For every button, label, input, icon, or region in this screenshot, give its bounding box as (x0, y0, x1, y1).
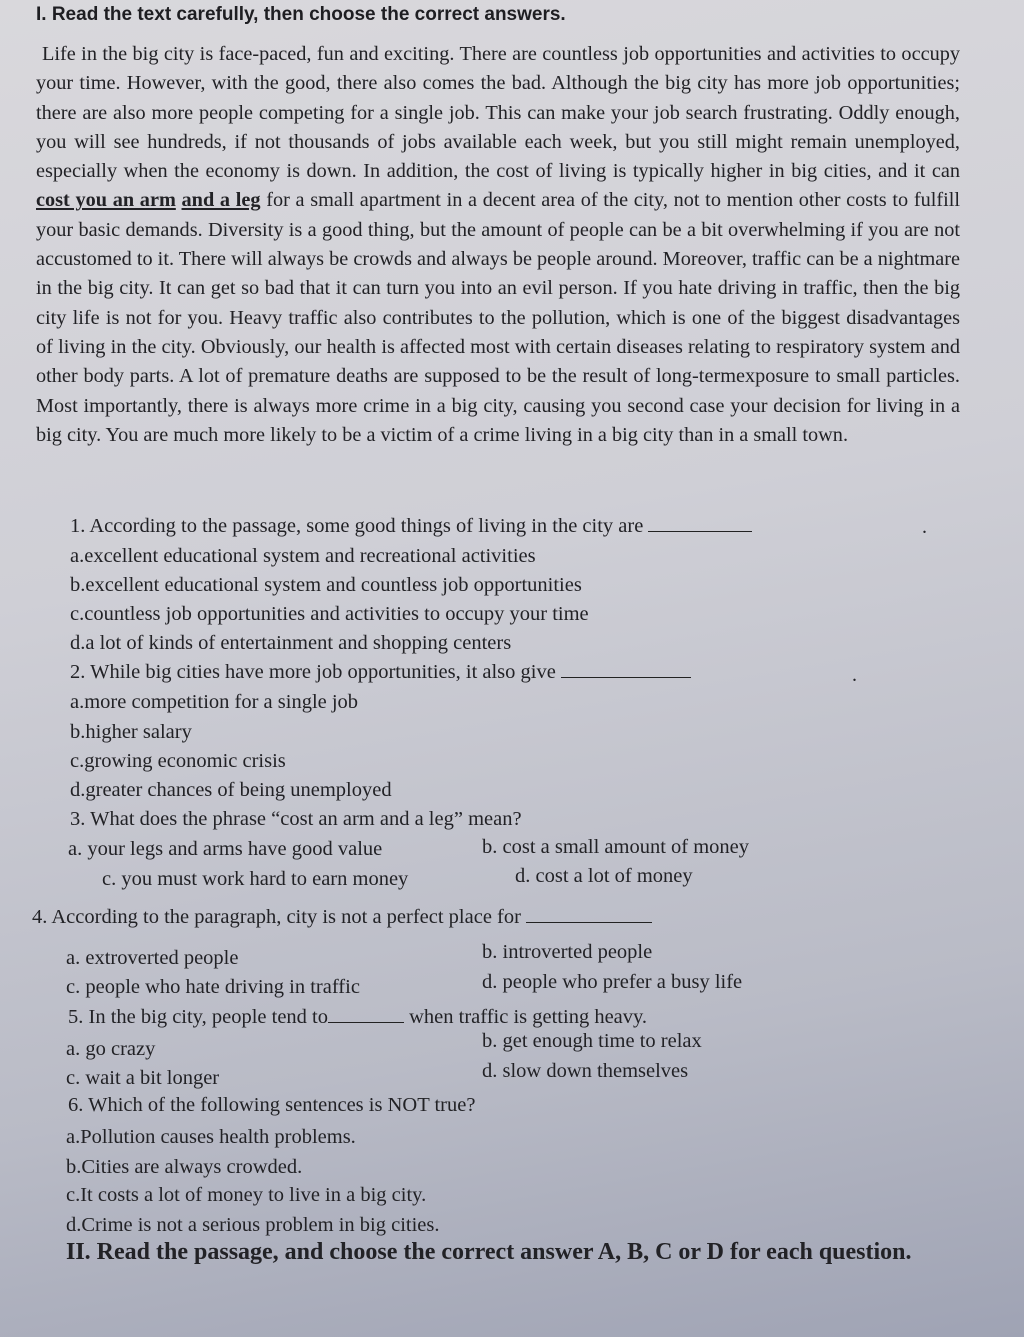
section2-title: II. Read the passage, and choose the correct answer A, B, C or D for each question. (66, 1239, 912, 1265)
q3-option-d[interactable]: d. cost a lot of money (515, 865, 693, 887)
q5-stem-start: 5. In the big city, people tend to (68, 1006, 328, 1028)
passage-text-end: for a small apartment in a decent area of the city, not to mention other costs to fulfill your basic demands. Diversity is a good thing, but the amount of people can be a bit overwhelming if you are not accustomed to it. There will always be crowds and always be people around. Moreover, traffic can be a nightmare in the big city. It can get so bad that it can turn you into an evil person. If you hate driving in traffic, then the big city life is not for you. Heavy traffic also contributes to the pollution, which is one of the biggest disadvantages of living in the city. Obviously, our health is affected most with certain diseases relating to respiratory system and other body parts. A lot of premature deaths are supposed to be the result of long-termexposure to small particles. Most importantly, there is always more crime in a big city, causing you second case your decision for living in a big city. You are much more likely to be a victim of a crime living in a big city than in a small town. (36, 189, 961, 446)
q1-answer-blank[interactable] (648, 530, 752, 532)
passage-phrase-leg: and a leg (181, 189, 261, 212)
q4-stem-text: 4. According to the paragraph, city is not a perfect place for (32, 906, 521, 928)
q5-option-c[interactable]: c. wait a bit longer (66, 1067, 220, 1089)
reading-passage (36, 40, 960, 450)
q6-option-b[interactable]: b.Cities are always crowded. (66, 1156, 303, 1178)
q2-stem-text: 2. While big cities have more job opportunities, it also give (70, 661, 556, 683)
q6-option-d[interactable]: d.Crime is not a serious problem in big cities. (66, 1214, 440, 1236)
q4-option-c[interactable]: c. people who hate driving in traffic (66, 976, 360, 998)
q5-option-a[interactable]: a. go crazy (66, 1038, 156, 1060)
q2-answer-blank[interactable] (561, 676, 691, 678)
q2-option-a[interactable]: a.more competition for a single job (70, 691, 359, 713)
q3-option-c[interactable]: c. you must work hard to earn money (102, 868, 409, 890)
q1-option-d[interactable]: d.a lot of kinds of entertainment and shopping centers (70, 632, 512, 654)
q5-option-d[interactable]: d. slow down themselves (482, 1060, 689, 1082)
q2-option-c[interactable]: c.growing economic crisis (70, 750, 286, 772)
q1-option-c[interactable]: c.countless job opportunities and activities to occupy your time (70, 603, 589, 625)
q3-option-a[interactable]: a. your legs and arms have good value (68, 838, 383, 860)
passage-text-start: Life in the big city is face-paced, fun and exciting. There are countless job opportunities and activities to occupy your time. However, with the good, there also comes the bad. Although the big city has more job opportunities; there are also more people competing for a single job. This can make your job search frustrating. Oddly enough, you will see hundreds, if not thousands of jobs available each week, but you still might remain unemployed, especially when the economy is down. In addition, the cost of living is typically higher in big cities, and it can (36, 43, 960, 183)
q6-stem: 6. Which of the following sentences is NOT true? (68, 1094, 476, 1116)
q2-option-d[interactable]: d.greater chances of being unemployed (70, 779, 392, 801)
q1-stem-text: 1. According to the passage, some good things of living in the city are (70, 515, 644, 537)
section1-title: I. Read the text carefully, then choose the correct answers. (36, 4, 566, 25)
q1-option-b[interactable]: b.excellent educational system and countless job opportunities (70, 574, 582, 596)
q3-stem: 3. What does the phrase “cost an arm and a leg” mean? (70, 808, 522, 830)
q4-answer-blank[interactable] (526, 921, 652, 923)
q4-option-a[interactable]: a. extroverted people (66, 947, 239, 969)
q4-option-d[interactable]: d. people who prefer a busy life (482, 971, 743, 993)
q5-stem-end: when traffic is getting heavy. (409, 1006, 648, 1028)
q1-stem (70, 512, 752, 540)
q3-option-b[interactable]: b. cost a small amount of money (482, 836, 750, 858)
q4-option-b[interactable]: b. introverted people (482, 941, 653, 963)
q6-option-c[interactable]: c.It costs a lot of money to live in a big city. (66, 1184, 427, 1206)
q1-trailing-dot: . (922, 516, 927, 538)
q6-option-a[interactable]: a.Pollution causes health problems. (66, 1126, 356, 1148)
q2-option-b[interactable]: b.higher salary (70, 721, 192, 743)
q4-stem (32, 903, 652, 931)
passage-phrase-cost-arm: cost you an arm (36, 189, 176, 212)
q5-option-b[interactable]: b. get enough time to relax (482, 1030, 702, 1052)
q5-answer-blank[interactable] (328, 1021, 404, 1023)
q1-option-a[interactable]: a.excellent educational system and recreational activities (70, 545, 536, 567)
q2-stem (70, 658, 691, 686)
q2-trailing-dot: . (852, 664, 857, 686)
